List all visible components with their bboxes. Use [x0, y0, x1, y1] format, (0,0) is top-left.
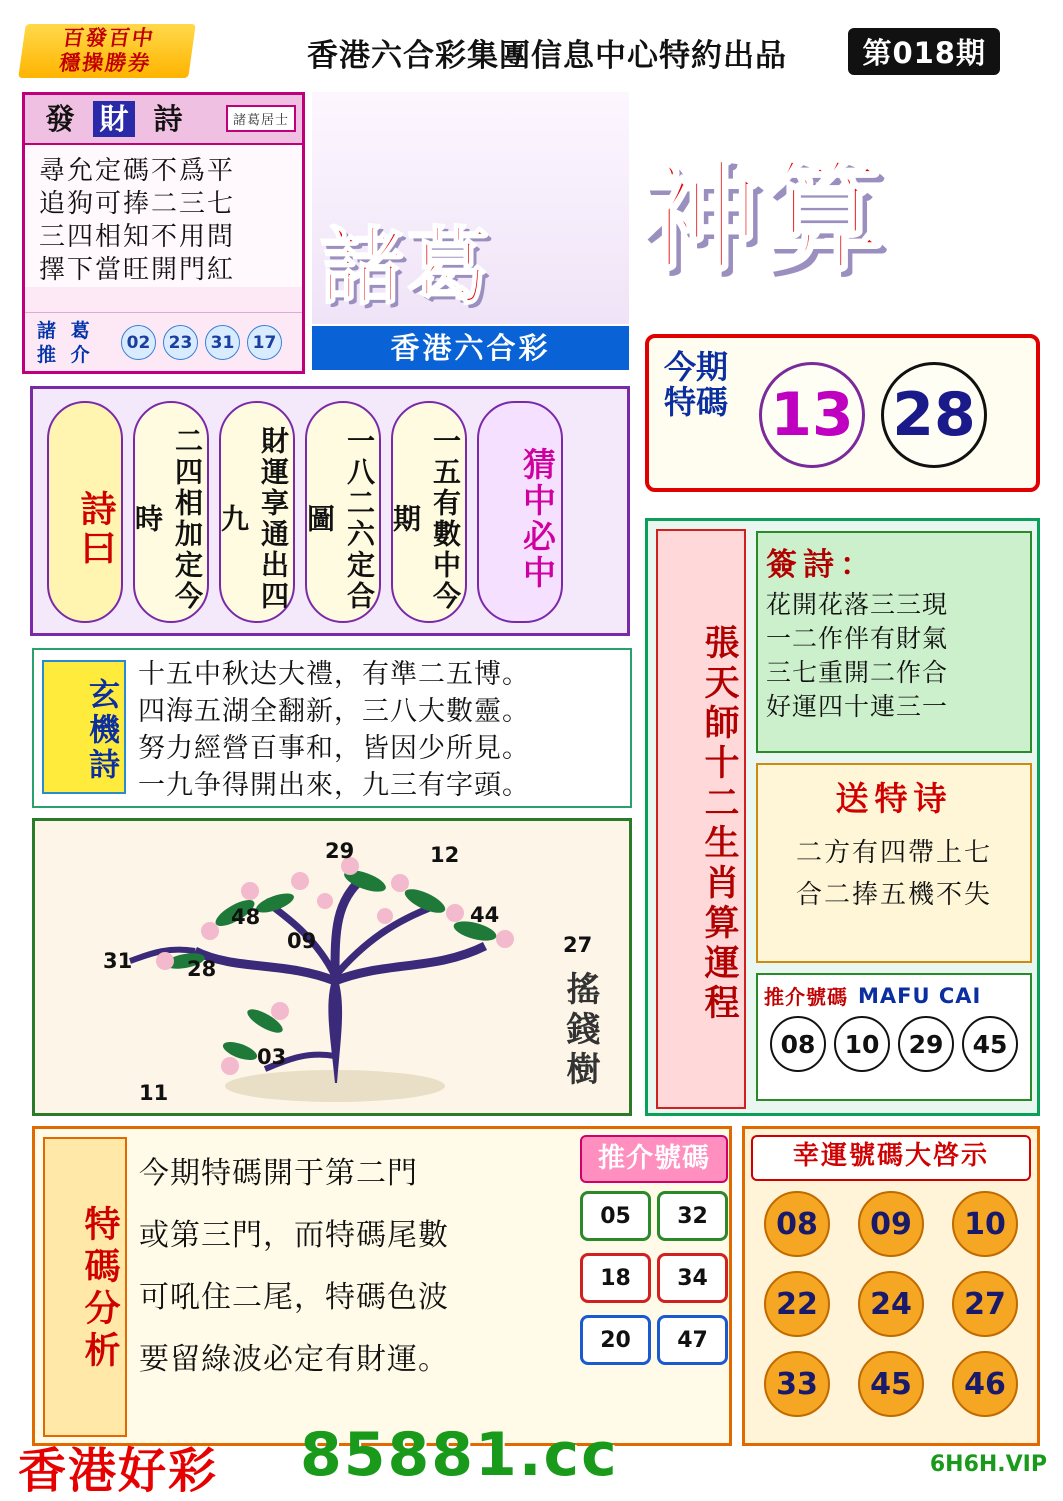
capsule-item: 二四相加定今時 [133, 401, 209, 623]
capsule-item: 一五有數中今期 [391, 401, 467, 623]
number-ball: 17 [247, 325, 282, 360]
special-gift-poem-box [756, 763, 1032, 963]
analysis-recommended-panel [580, 1135, 728, 1435]
fortune-poem-box [22, 92, 305, 374]
capsule-slogan: 猜中必中 [477, 401, 563, 623]
lottery-name-band: 香港六合彩 [312, 326, 629, 370]
fortune-poem-header [25, 95, 302, 145]
poem-recommend-label [37, 319, 94, 367]
today-special-box [645, 334, 1040, 492]
tree-number: 28 [187, 957, 217, 981]
xuanji-tag: 玄機詩 [42, 660, 126, 794]
poem-head-char-1: 發 [45, 102, 75, 136]
number-ball: 45 [962, 1016, 1018, 1072]
page-header [22, 24, 1040, 82]
brand-logo [18, 24, 196, 78]
lucky-numbers-title: 幸運號碼大啓示 [751, 1135, 1031, 1181]
number-ball: 09 [858, 1191, 924, 1257]
xuanji-line: 努力經營百事和，皆因少所見。 [138, 733, 530, 764]
capsule-item: 一八二六定合圖 [305, 401, 381, 623]
tree-number: 03 [257, 1045, 287, 1069]
analysis-line: 要留綠波必定有財運。 [139, 1342, 449, 1377]
poem-recommend-label-2: 推 介 [37, 344, 94, 366]
recommended-label-cn: 推介號碼 [764, 985, 848, 1009]
today-special-ball-2: 28 [881, 362, 987, 468]
poem-line: 擇下當旺開門紅 [39, 255, 236, 285]
xuanji-poem-box [32, 648, 632, 808]
today-special-label: 今期特碼 [663, 348, 728, 421]
number-chip: 18 [580, 1253, 651, 1303]
tree-number: 11 [139, 1081, 169, 1105]
special-gift-poem-line: 合二捧五機不失 [795, 880, 992, 910]
xuanji-line: 十五中秋达大禮，有準二五博。 [138, 659, 530, 690]
tree-number: 48 [231, 905, 261, 929]
xuanji-lines [138, 656, 624, 804]
masthead-right [630, 92, 1040, 324]
number-ball: 22 [764, 1271, 830, 1337]
number-chip: 47 [657, 1315, 728, 1365]
number-ball: 08 [770, 1016, 826, 1072]
oracle-poem-title: 簽詩： [766, 547, 877, 583]
recommended-numbers-box [756, 973, 1032, 1101]
number-chip: 20 [580, 1315, 651, 1365]
number-chip: 32 [657, 1191, 728, 1241]
tree-number: 31 [103, 949, 133, 973]
fortune-poem-lines [25, 145, 302, 287]
poem-line: 三四相知不用問 [39, 222, 236, 252]
number-ball: 10 [834, 1016, 890, 1072]
capsule-row [30, 386, 630, 636]
number-ball: 23 [163, 325, 198, 360]
lucky-numbers-box [742, 1126, 1040, 1446]
recommended-label-en: MAFU CAI [858, 983, 982, 1008]
capsule-title: 詩曰 [47, 401, 123, 623]
analysis-tag: 特碼分析 [43, 1137, 127, 1437]
oracle-poem-line: 好運四十連三一 [766, 692, 949, 721]
poem-head-char-3: 詩 [153, 102, 183, 136]
analysis-line: 今期特碼開于第二門 [139, 1156, 418, 1191]
masthead-left [312, 92, 629, 324]
oracle-poem-line: 花開花落三三現 [766, 590, 949, 619]
logo-line-2: 穩操勝券 [57, 51, 153, 75]
number-ball: 27 [952, 1271, 1018, 1337]
analysis-recommended-grid [580, 1191, 728, 1365]
number-ball: 24 [858, 1271, 924, 1337]
oracle-poem-line: 三七重開二作合 [766, 658, 949, 687]
capsule-item: 財運享通出四九 [219, 401, 295, 623]
poem-recommend-row [25, 312, 302, 371]
tree-number: 29 [325, 839, 355, 863]
xuanji-line: 四海五湖全翻新，三八大數靈。 [138, 696, 530, 727]
poem-recommend-numbers [121, 325, 282, 360]
number-chip: 34 [657, 1253, 728, 1303]
logo-line-1: 百發百中 [61, 26, 157, 50]
zodiac-fortune-box [645, 518, 1040, 1116]
analysis-text [139, 1143, 569, 1391]
page-title: 香港六合彩集團信息中心特約出品 [307, 38, 787, 74]
number-ball: 45 [858, 1351, 924, 1417]
special-gift-poem-title: 送特诗 [835, 779, 953, 818]
special-number-analysis-box [32, 1126, 732, 1446]
masthead-text-1: 諸葛 [320, 218, 493, 316]
number-ball: 31 [205, 325, 240, 360]
watermark-url: 85881.cc [300, 1420, 619, 1490]
watermark-site-name: 香港好彩 [18, 1443, 219, 1499]
lucky-numbers-grid [753, 1191, 1029, 1417]
special-gift-poem-line: 二方有四帶上七 [795, 838, 992, 868]
recommended-numbers-list [764, 1016, 1024, 1072]
zodiac-vertical-title: 張天師十二生肖算運程 [656, 529, 746, 1109]
oracle-poem-line: 一二作伴有財氣 [766, 624, 949, 653]
watermark-secondary: 6H6H.VIP [929, 1452, 1047, 1477]
poem-recommend-label-1: 諸 葛 [37, 320, 94, 342]
number-ball: 08 [764, 1191, 830, 1257]
number-ball: 33 [764, 1351, 830, 1417]
author-seal: 諸葛居士 [226, 105, 296, 132]
number-ball: 46 [952, 1351, 1018, 1417]
analysis-recommended-title: 推介號碼 [580, 1135, 728, 1183]
analysis-line: 或第三門，而特碼尾數 [139, 1218, 449, 1253]
tree-caption: 搖錢樹 [560, 971, 600, 1091]
recommended-numbers-header [764, 981, 1024, 1010]
issue-badge: 第018期 [848, 28, 1000, 75]
tree-number: 09 [287, 929, 317, 953]
number-ball: 02 [121, 325, 156, 360]
poem-line: 追狗可捧二三七 [39, 189, 236, 219]
number-ball: 10 [952, 1191, 1018, 1257]
number-ball: 29 [898, 1016, 954, 1072]
xuanji-line: 一九争得開出來，九三有字頭。 [138, 770, 530, 801]
oracle-poem-box [756, 531, 1032, 753]
money-tree-illustration [32, 818, 632, 1116]
poem-head-char-2: 財 [93, 101, 135, 137]
analysis-line: 可吼住二尾，特碼色波 [139, 1280, 449, 1315]
tree-number: 27 [563, 933, 593, 957]
number-chip: 05 [580, 1191, 651, 1241]
tree-number: 44 [470, 903, 500, 927]
poem-line: 尋允定碼不爲平 [39, 156, 236, 186]
today-special-ball-1: 13 [759, 362, 865, 468]
masthead-text-2: 神算 [640, 149, 888, 288]
tree-number: 12 [430, 843, 460, 867]
